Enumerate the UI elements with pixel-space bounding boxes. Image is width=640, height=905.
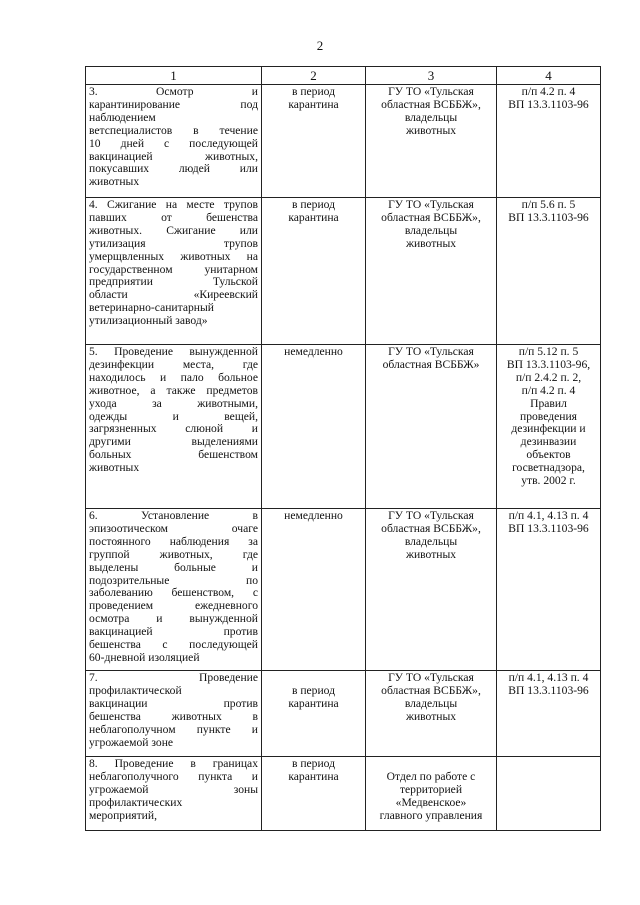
text-line: 3. Осмотр и [89, 85, 258, 98]
responsible-cell [366, 345, 497, 509]
text-line: эпизоотическом очаге [89, 521, 258, 535]
text-line: предприятии Тульской [89, 275, 258, 289]
text-line: умерщвленных животных на [89, 249, 258, 263]
text-line: ВП 13.3.1103-96, [506, 357, 591, 371]
measure-cell [86, 509, 262, 671]
text-line: госветнадзора, [512, 461, 585, 475]
text-line: мероприятий, [89, 808, 157, 822]
deadline-cell [262, 509, 366, 671]
text-line: немедленно [284, 509, 343, 522]
text-line: территорией [399, 782, 463, 796]
text-line: Отдел по работе с [386, 770, 476, 783]
text-line: ВП 13.3.1103-96 [508, 210, 589, 224]
text-line: п/п 2.4.2 п. 2, [515, 370, 582, 384]
text-line: подозрительные по [89, 573, 258, 587]
text-line: угрожаемой зоны [89, 782, 258, 796]
text-line: карантина [288, 769, 339, 783]
text-line: животных [405, 709, 457, 723]
text-line: немедленно [284, 345, 343, 358]
table-row [86, 757, 601, 831]
text-line: карантинирование под [89, 97, 258, 111]
text-line: областная ВСББЖ», [381, 210, 481, 224]
text-line: больных бешенством [89, 448, 258, 462]
text-line: ГУ ТО «Тульская [388, 509, 474, 522]
table-row [86, 85, 601, 198]
text-line: п/п 5.12 п. 5 [518, 345, 579, 358]
text-line: животных [405, 236, 457, 250]
text-line: угрожаемой зоне [89, 735, 174, 749]
text-line: профилактических [89, 795, 183, 809]
header-col-2: 2 [262, 67, 366, 85]
text-line: 6. Установление в [89, 509, 258, 522]
text-line: вакцинации против [89, 696, 258, 710]
table-row [86, 345, 601, 509]
table-row [86, 671, 601, 757]
text-line: п/п 4.2 п. 4 [521, 85, 576, 98]
text-line: областная ВСББЖ», [381, 683, 481, 697]
deadline-cell [262, 85, 366, 198]
text-line: ГУ ТО «Тульская [388, 345, 474, 358]
reference-cell [497, 757, 601, 831]
text-line: Правил [530, 396, 567, 410]
page-number: 2 [316, 38, 324, 53]
table-header-row [86, 67, 601, 85]
text-line: наблюдением [89, 110, 156, 124]
text-line: областная ВСББЖ», [381, 521, 481, 535]
header-col-4: 4 [497, 67, 601, 85]
text-line: утв. 2002 г. [521, 474, 576, 488]
text-line: дезинфекции и [511, 422, 586, 436]
text-line: владельцы [404, 696, 458, 710]
table-row [86, 509, 601, 671]
reference-cell [497, 509, 601, 671]
text-line: осмотра и вынужденной [89, 612, 258, 626]
text-line: неблагополучного пункта и [89, 769, 258, 783]
text-line: находилось и пало больное [89, 370, 258, 384]
measure-cell [86, 671, 262, 757]
text-line: загрязненных слюной и [89, 422, 258, 436]
text-line: главного управления [379, 808, 483, 822]
measure-cell [86, 198, 262, 345]
responsible-cell [366, 757, 497, 831]
text-line: покусавших людей или [89, 162, 258, 176]
text-line: 10 дней с последующей [89, 136, 258, 150]
text-line: 8. Проведение в границах [89, 757, 258, 770]
text-line: ветеринарно-санитарный [89, 301, 214, 315]
text-line: утилизация трупов [89, 236, 258, 250]
text-line: карантина [288, 210, 339, 224]
text-line: животных [89, 175, 140, 189]
text-line: ГУ ТО «Тульская [388, 198, 474, 211]
text-line: ГУ ТО «Тульская [388, 85, 474, 98]
text-line: группой животных, где [89, 547, 258, 561]
text-line: ВП 13.3.1103-96 [508, 521, 589, 535]
text-line: постоянного наблюдения за [89, 534, 258, 548]
text-line: одежды и вещей, [89, 409, 258, 423]
text-line: проведением ежедневного [89, 599, 258, 613]
text-line: ВП 13.3.1103-96 [508, 97, 589, 111]
text-line: дезинфекции места, где [89, 357, 258, 371]
text-line: 7. Проведение [89, 671, 258, 684]
text-line: животное, а также предметов [89, 383, 258, 397]
text-line: 60-дневной изоляцией [89, 650, 200, 664]
text-line: бешенства с последующей [89, 638, 258, 652]
text-line: неблагополучном пункте и [89, 722, 258, 736]
reference-cell [497, 85, 601, 198]
responsible-cell [366, 85, 497, 198]
deadline-cell [262, 671, 366, 757]
text-line: ухода за животными, [89, 396, 258, 410]
text-line: другими выделениями [89, 435, 258, 449]
text-line: ВП 13.3.1103-96 [508, 683, 589, 697]
text-line: павших от бешенства [89, 210, 258, 224]
responsible-cell [366, 509, 497, 671]
text-line: 5. Проведение вынужденной [89, 345, 258, 358]
reference-cell [497, 198, 601, 345]
text-line: ветспециалистов в течение [89, 123, 258, 137]
text-line: профилактической [89, 683, 182, 697]
text-line: животных. Сжигание или [89, 223, 258, 237]
text-line: карантина [288, 97, 339, 111]
text-line: владельцы [404, 223, 458, 237]
reference-cell [497, 671, 601, 757]
text-line: дезинвазии [520, 435, 577, 449]
text-line: объектов [526, 448, 571, 462]
text-line: областная ВСББЖ» [382, 357, 480, 371]
responsible-cell [366, 671, 497, 757]
text-line: п/п 4.1, 4.13 п. 4 [508, 671, 589, 684]
text-line: областная ВСББЖ», [381, 97, 481, 111]
text-line: п/п 4.2 п. 4 [521, 383, 576, 397]
text-line: области «Киреевский [89, 288, 258, 302]
measures-table [85, 66, 601, 831]
header-col-1: 1 [86, 67, 262, 85]
text-line: животных [405, 123, 457, 137]
table-row [86, 198, 601, 345]
text-line: в период [291, 684, 336, 697]
text-line: бешенства животных в [89, 709, 258, 723]
text-line: в период [291, 85, 336, 98]
text-line: в период [291, 198, 336, 211]
text-line: п/п 4.1, 4.13 п. 4 [508, 509, 589, 522]
text-line: животных [89, 461, 140, 475]
text-line: владельцы [404, 110, 458, 124]
deadline-cell [262, 345, 366, 509]
deadline-cell [262, 757, 366, 831]
text-line: животных [405, 547, 457, 561]
text-line: карантина [288, 696, 339, 710]
text-line: ГУ ТО «Тульская [388, 671, 474, 684]
responsible-cell [366, 198, 497, 345]
text-line: владельцы [404, 534, 458, 548]
text-line: выделены больные и [89, 560, 258, 574]
text-line: п/п 5.6 п. 5 [521, 198, 576, 211]
text-line: вакцинацией против [89, 625, 258, 639]
text-line: «Медвенское» [395, 795, 467, 809]
text-line: государственном унитарном [89, 262, 258, 276]
text-line: проведения [520, 409, 577, 423]
measure-cell [86, 85, 262, 198]
text-line: заболеванию бешенством, с [89, 586, 258, 600]
header-col-3: 3 [366, 67, 497, 85]
measure-cell [86, 345, 262, 509]
measure-cell [86, 757, 262, 831]
text-line: в период [291, 757, 336, 770]
text-line: утилизационный завод» [89, 314, 208, 328]
deadline-cell [262, 198, 366, 345]
reference-cell [497, 345, 601, 509]
text-line: 4. Сжигание на месте трупов [89, 198, 258, 211]
text-line: вакцинацией животных, [89, 149, 258, 163]
